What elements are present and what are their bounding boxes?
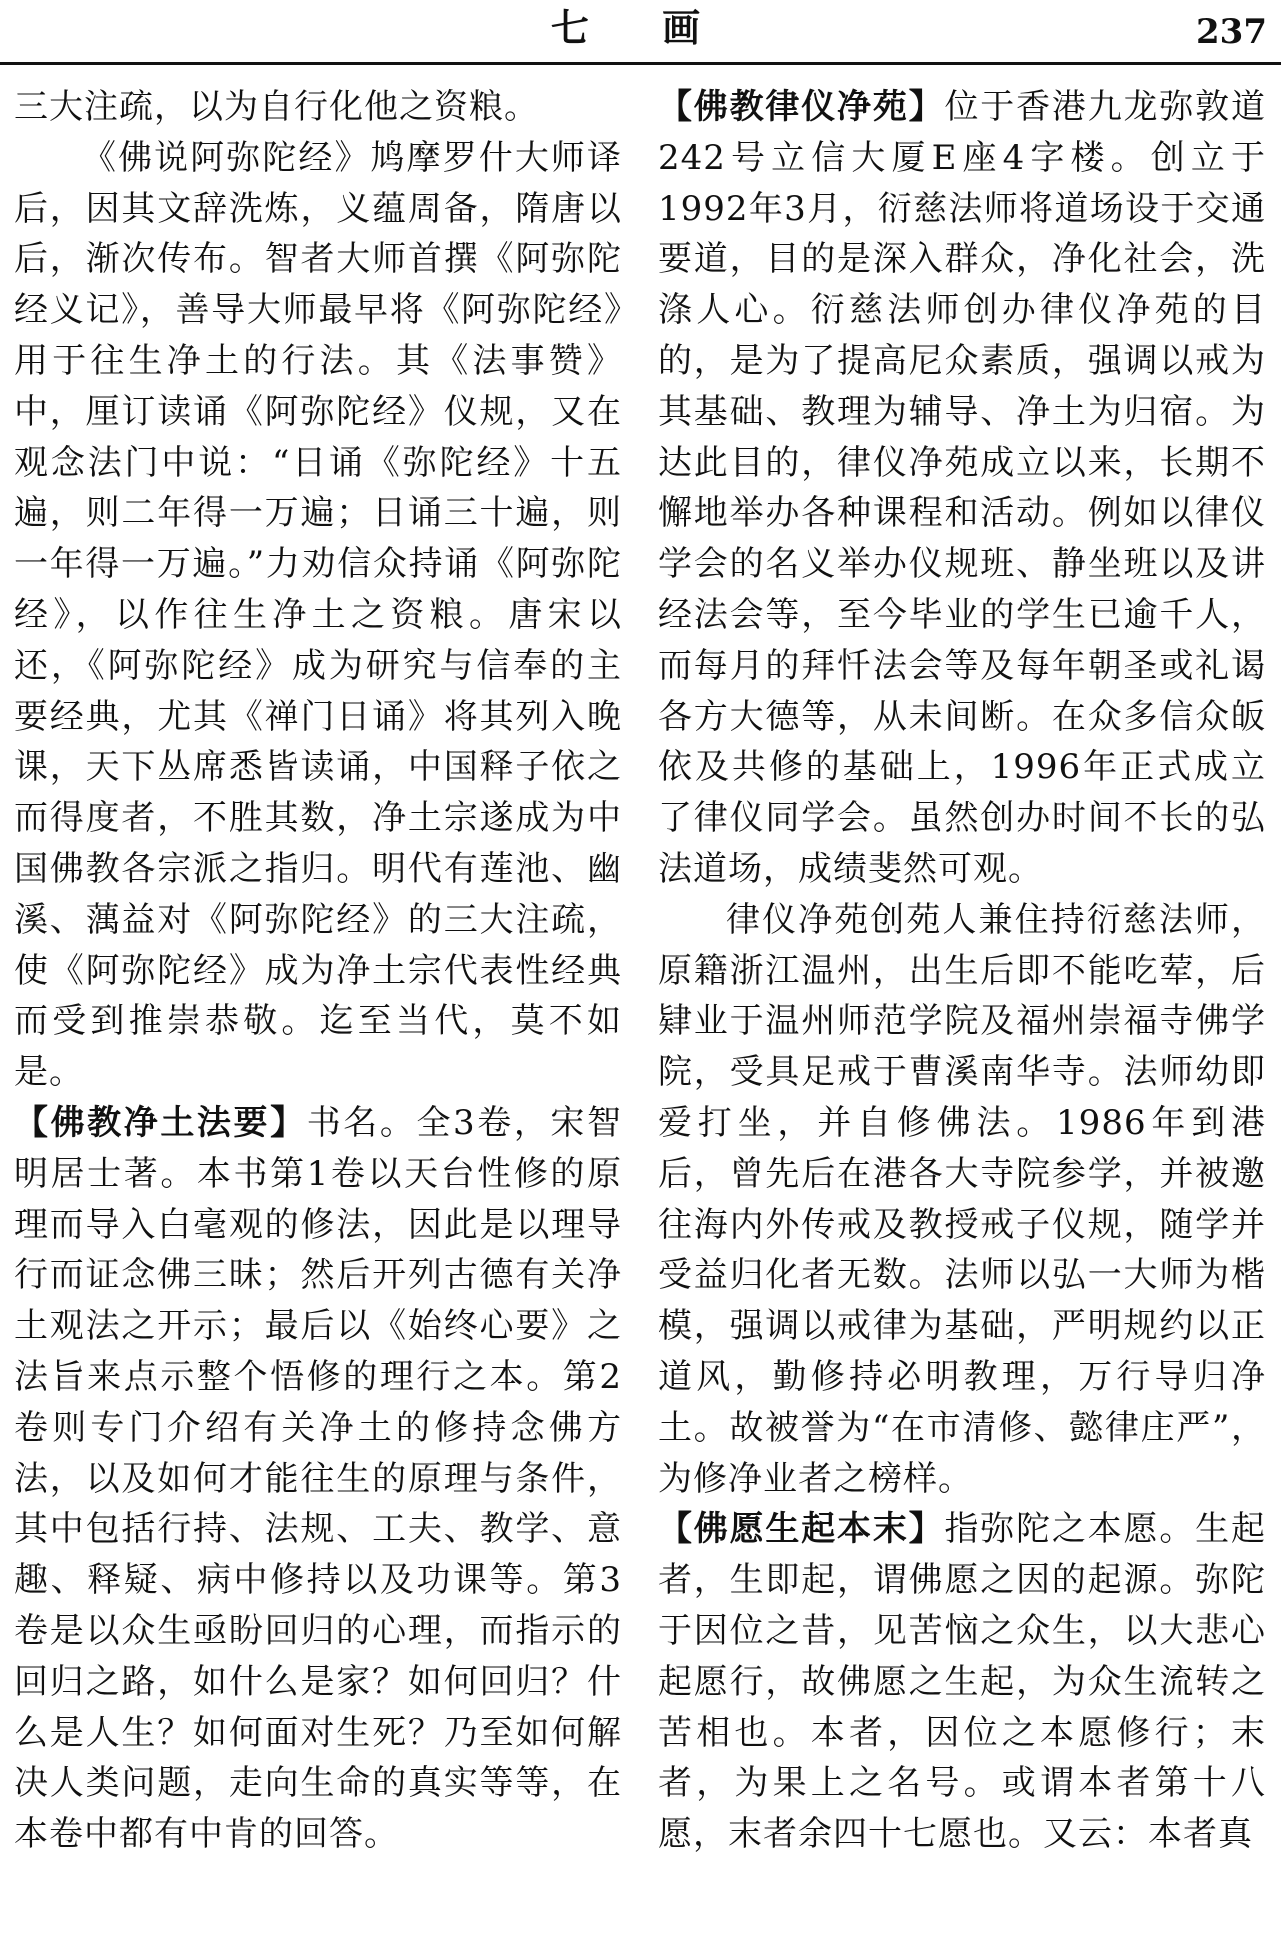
entry-vinaya-pure-garden: [658, 82, 1266, 895]
entry-pure-land-dharma-essentials: [14, 1098, 622, 1860]
entry-headword: 【佛愿生起本末】: [658, 1509, 945, 1550]
entry-headword: 【佛教律仪净苑】: [658, 87, 945, 127]
right-column: [658, 82, 1266, 1860]
entry-body: 指弥陀之本愿。生起者，生即起，谓佛愿之因的起源。弥陀于因位之昔，见苦恼之众生，以大悲心起愿行，故佛愿之生起，为众生流转之苦相也。本者，因位之本愿修行；末者，为果上之名号。或谓本者第十八愿，末者余四十七愿也。又云：本者真: [658, 1509, 1266, 1855]
entry-buddha-vow-origin: [658, 1504, 1266, 1860]
page-number: 237: [1196, 12, 1267, 52]
paragraph-founder-biography: 律仪净苑创苑人兼住持衍慈法师，原籍浙江温州，出生后即不能吃荤，后肄业于温州师范学院及福州崇福寺佛学院，受具足戒于曹溪南华寺。法师幼即爱打坐，并自修佛法。1986年到港后，曾先后在港各大寺院参学，并被邀往海内外传戒及教授戒子仪规，随学并受益归化者无数。法师以弘一大师为楷模，强调以戒律为基础，严明规约以正道风，勤修持必明教理，万行导归净土。故被誉为“在市清修、懿律庄严”，为修净业者之榜样。: [658, 899, 1266, 1499]
entry-body: 位于香港九龙弥敦道242号立信大厦E座4字楼。创立于1992年3月，衍慈法师将道场设于交通要道，目的是深入群众，净化社会，洗涤人心。衍慈法师创办律仪净苑的目的，是为了提高尼众素质，强调以戒为其基础、教理为辅导、净土为归宿。为达此目的，律仪净苑成立以来，长期不懈地举办各种课程和活动。例如以律仪学会的名义举办仪规班、静坐班以及讲经法会等，至今毕业的学生已逾千人，而每月的拜忏法会等及每年朝圣或礼谒各方大德等，从未间断。在众多信众皈依及共修的基础上，1996年正式成立了律仪同学会。虽然创办时间不长的弘法道场，成绩斐然可观。: [658, 87, 1266, 889]
header-rule: [0, 62, 1281, 65]
paragraph-amitabha-sutra: 《佛说阿弥陀经》鸠摩罗什大师译后，因其文辞洗炼，义蕴周备，隋唐以后，渐次传布。智者大师首撰《阿弥陀经义记》，善导大师最早将《阿弥陀经》用于往生净土的行法。其《法事赞》中，厘订读诵《阿弥陀经》仪规，又在观念法门中说：“日诵《弥陀经》十五遍，则二年得一万遍；日诵三十遍，则一年得一万遍。”力劝信众持诵《阿弥陀经》，以作往生净土之资粮。唐宋以还，《阿弥陀经》成为研究与信奉的主要经典，尤其《禅门日诵》将其列入晚课，天下丛席悉皆读诵，中国释子依之而得度者，不胜其数，净土宗遂成为中国佛教各宗派之指归。明代有莲池、幽溪、蕅益对《阿弥陀经》的三大注疏，使《阿弥陀经》成为净土宗代表性经典而受到推崇恭敬。迄至当代，莫不如是。: [14, 137, 622, 1093]
paragraph-continuation: 三大注疏，以为自行化他之资粮。: [14, 87, 539, 127]
page-header: [0, 0, 1281, 66]
entry-headword: 【佛教净土法要】: [14, 1102, 307, 1143]
entry-body: 书名。全3卷，宋智明居士著。本书第1卷以天台性修的原理而导入白毫观的修法，因此是以理导行而证念佛三昧；然后开列古德有关净土观法之开示；最后以《始终心要》之法旨来点示整个悟修的理行之本。第2卷则专门介绍有关净土的修持念佛方法，以及如何才能往生的原理与条件，其中包括行持、法规、工夫、教学、意趣、释疑、病中修持以及功课等。第3卷是以众生亟盼回归的心理，而指示的回归之路，如什么是家？如何回归？什么是人生？如何面对生死？乃至如何解决人类问题，走向生命的真实等等，在本卷中都有中肯的回答。: [14, 1102, 622, 1855]
running-head-title: 七 画: [550, 5, 731, 50]
left-column: [14, 82, 622, 1860]
